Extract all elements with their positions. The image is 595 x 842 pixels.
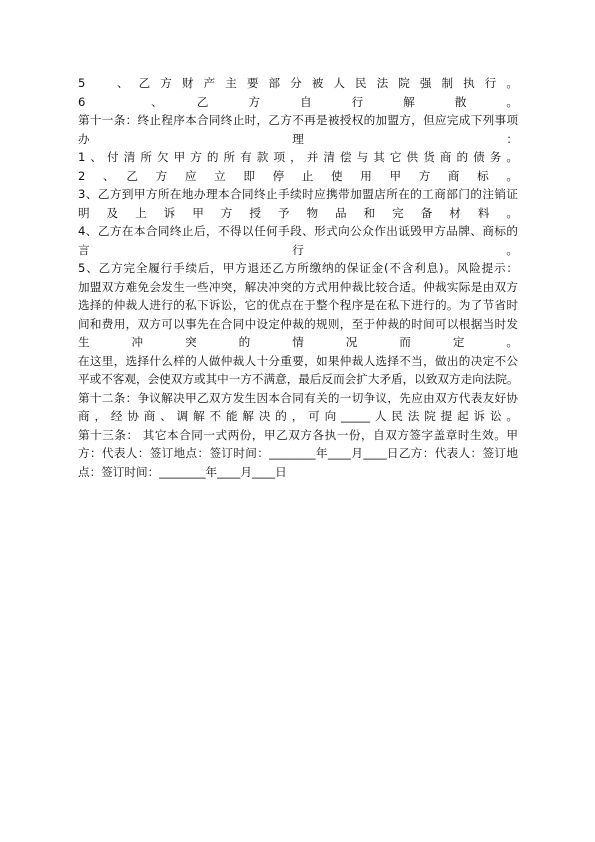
text-line: 选择的仲裁人进行的私下诉讼，它的优点在于整个程序是在私下进行的。为了节省时 xyxy=(78,298,518,312)
text-line: 间和费用，双方可以事先在合同中设定仲裁的规则，至于仲裁的时间可以根据当时发 xyxy=(78,316,518,331)
text-line: 第十一条：终止程序本合同终止时，乙方不再是被授权的加盟方，但应完成下列事项 xyxy=(78,113,518,127)
text-line: 办 理 ： xyxy=(78,131,518,146)
text-line: 6 、 乙 方 自 行 解 散 。 xyxy=(78,94,518,109)
text-line: 5 、乙方财产主要部分被人民法院强制执行。 xyxy=(78,76,518,90)
text-line: 点：签订时间：________年____月____日 xyxy=(78,464,287,479)
text-line: 言 行 。 xyxy=(78,242,518,257)
text-line: 3、乙方到甲方所在地办理本合同终止手续时应携带加盟店所在的工商部门的注销证 xyxy=(78,187,518,201)
text-line: 明及上诉甲方授予物品和完备材料。 xyxy=(78,205,518,220)
text-line: 1、付清所欠甲方的所有款项，并清偿与其它供货商的债务。 xyxy=(78,150,518,164)
text-line: 生 冲 突 的 情 况 而 定 。 xyxy=(78,335,518,349)
text-line: 5、乙方完全履行手续后，甲方退还乙方所缴纳的保证金(不含利息)。风险提示： xyxy=(78,261,518,275)
text-line: 4、乙方在本合同终止后，不得以任何手段、形式向公众作出诋毁甲方品牌、商标的 xyxy=(78,224,518,238)
text-line: 在这里，选择什么样的人做仲裁人十分重要，如果仲裁人选择不当，做出的决定不公 xyxy=(78,353,518,368)
text-line: 第十二条：争议解决甲乙双方发生因本合同有关的一切争议，先应由双方代表友好协 xyxy=(78,390,518,405)
text-line: 加盟双方难免会发生一些冲突，解决冲突的方式用仲裁比较合适。仲裁实际是由双方 xyxy=(78,279,518,294)
text-line: 第十三条： 其它本合同一式两份，甲乙双方各执一份，自双方签字盖章时生效。甲 xyxy=(78,427,518,442)
text-line: 平或不客观，会使双方或其中一方不满意，最后反而会扩大矛盾，以致双方走向法院。 xyxy=(78,372,519,386)
text-line: 方：代表人：签订地点：签订时间：________年____月____日乙方：代表人：签订地 xyxy=(78,446,518,460)
text-line: 2 、 乙 方 应 立 即 停 止 使 用 甲 方 商 标 。 xyxy=(78,168,518,183)
text-line: 商，经协商、调解不能解决的，可向_____人民法院提起诉讼。 xyxy=(78,409,518,423)
document-body xyxy=(78,74,518,481)
